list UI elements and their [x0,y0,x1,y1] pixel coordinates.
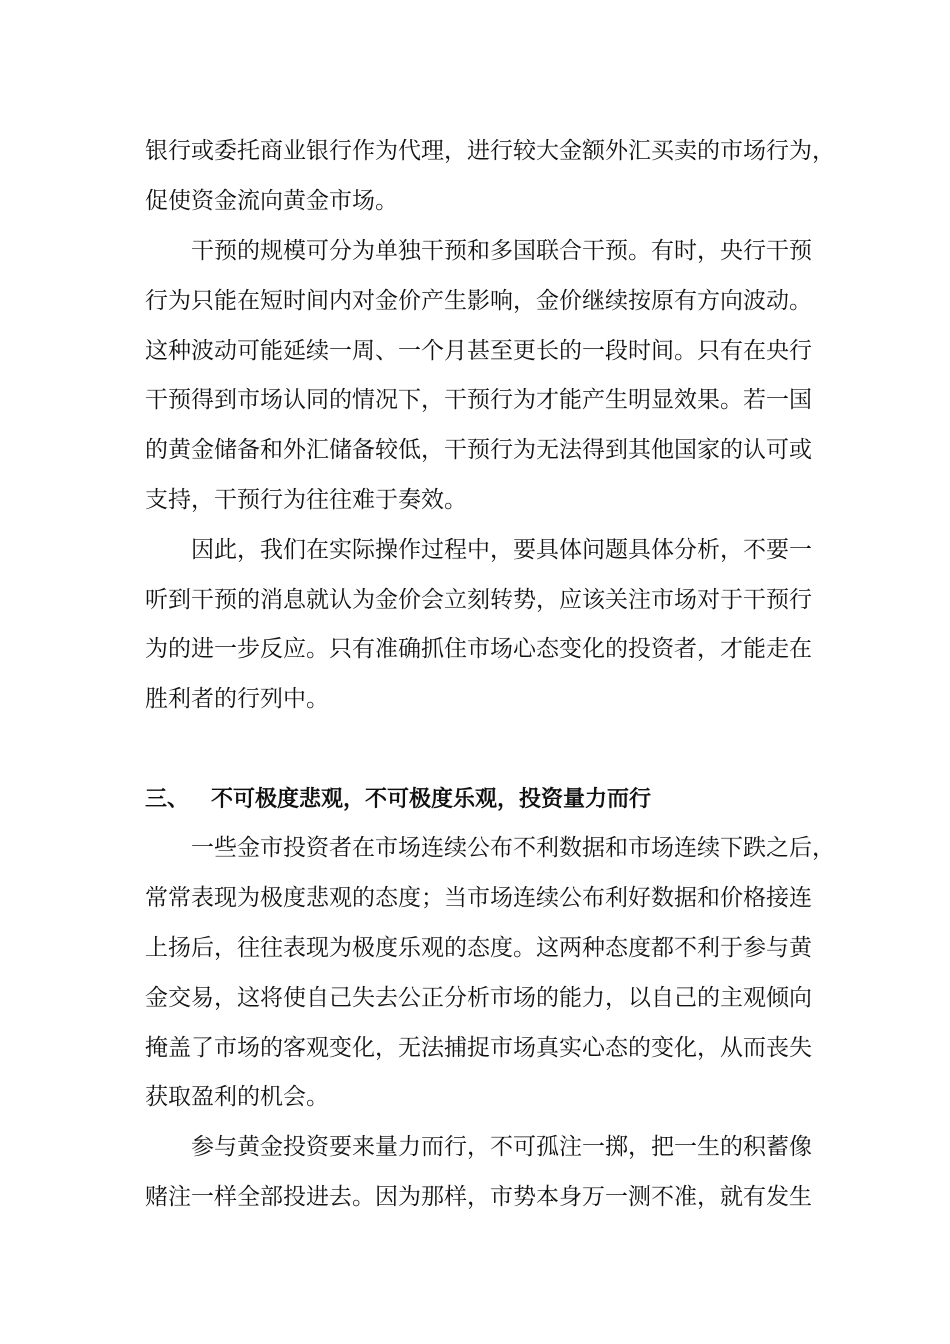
text-line: 干预的规模可分为单独干预和多国联合干预。有时，央行干预 [191,238,812,264]
section-title: 不可极度悲观，不可极度乐观，投资量力而行 [211,786,652,812]
text-line: 为的进一步反应。只有准确抓住市场心态变化的投资者，才能走在 [145,636,812,662]
text-line: 常常表现为极度悲观的态度；当市场连续公布利好数据和价格接连 [145,885,812,911]
section-number: 三、 [145,786,190,812]
text-line: 一些金市投资者在市场连续公布不利数据和市场连续下跌之后， [191,835,835,861]
text-line: 干预得到市场认同的情况下，干预行为才能产生明显效果。若一国 [145,387,812,413]
text-line: 参与黄金投资要来量力而行，不可孤注一掷，把一生的积蓄像 [191,1134,812,1160]
section-heading [145,784,651,814]
text-line: 掩盖了市场的客观变化，无法捕捉市场真实心态的变化，从而丧失 [145,1035,812,1061]
text-line: 的黄金储备和外汇储备较低，干预行为无法得到其他国家的认可或 [145,437,812,463]
text-line: 赌注一样全部投进去。因为那样，市势本身万一测不准，就有发生 [145,1184,812,1210]
text-line: 听到干预的消息就认为金价会立刻转势，应该关注市场对于干预行 [145,587,812,613]
text-line: 银行或委托商业银行作为代理，进行较大金额外汇买卖的市场行为， [145,138,835,164]
text-line: 胜利者的行列中。 [145,686,329,712]
text-line: 行为只能在短时间内对金价产生影响，金价继续按原有方向波动。 [145,288,812,314]
text-line: 金交易，这将使自己失去公正分析市场的能力，以自己的主观倾向 [145,985,812,1011]
text-line: 上扬后，往往表现为极度乐观的态度。这两种态度都不利于参与黄 [145,935,812,961]
text-line: 获取盈利的机会。 [145,1084,329,1110]
text-line: 支持，干预行为往往难于奏效。 [145,487,467,513]
text-line: 促使资金流向黄金市场。 [145,188,398,214]
text-line: 这种波动可能延续一周、一个月甚至更长的一段时间。只有在央行 [145,338,812,364]
text-line: 因此，我们在实际操作过程中，要具体问题具体分析，不要一 [191,537,812,563]
